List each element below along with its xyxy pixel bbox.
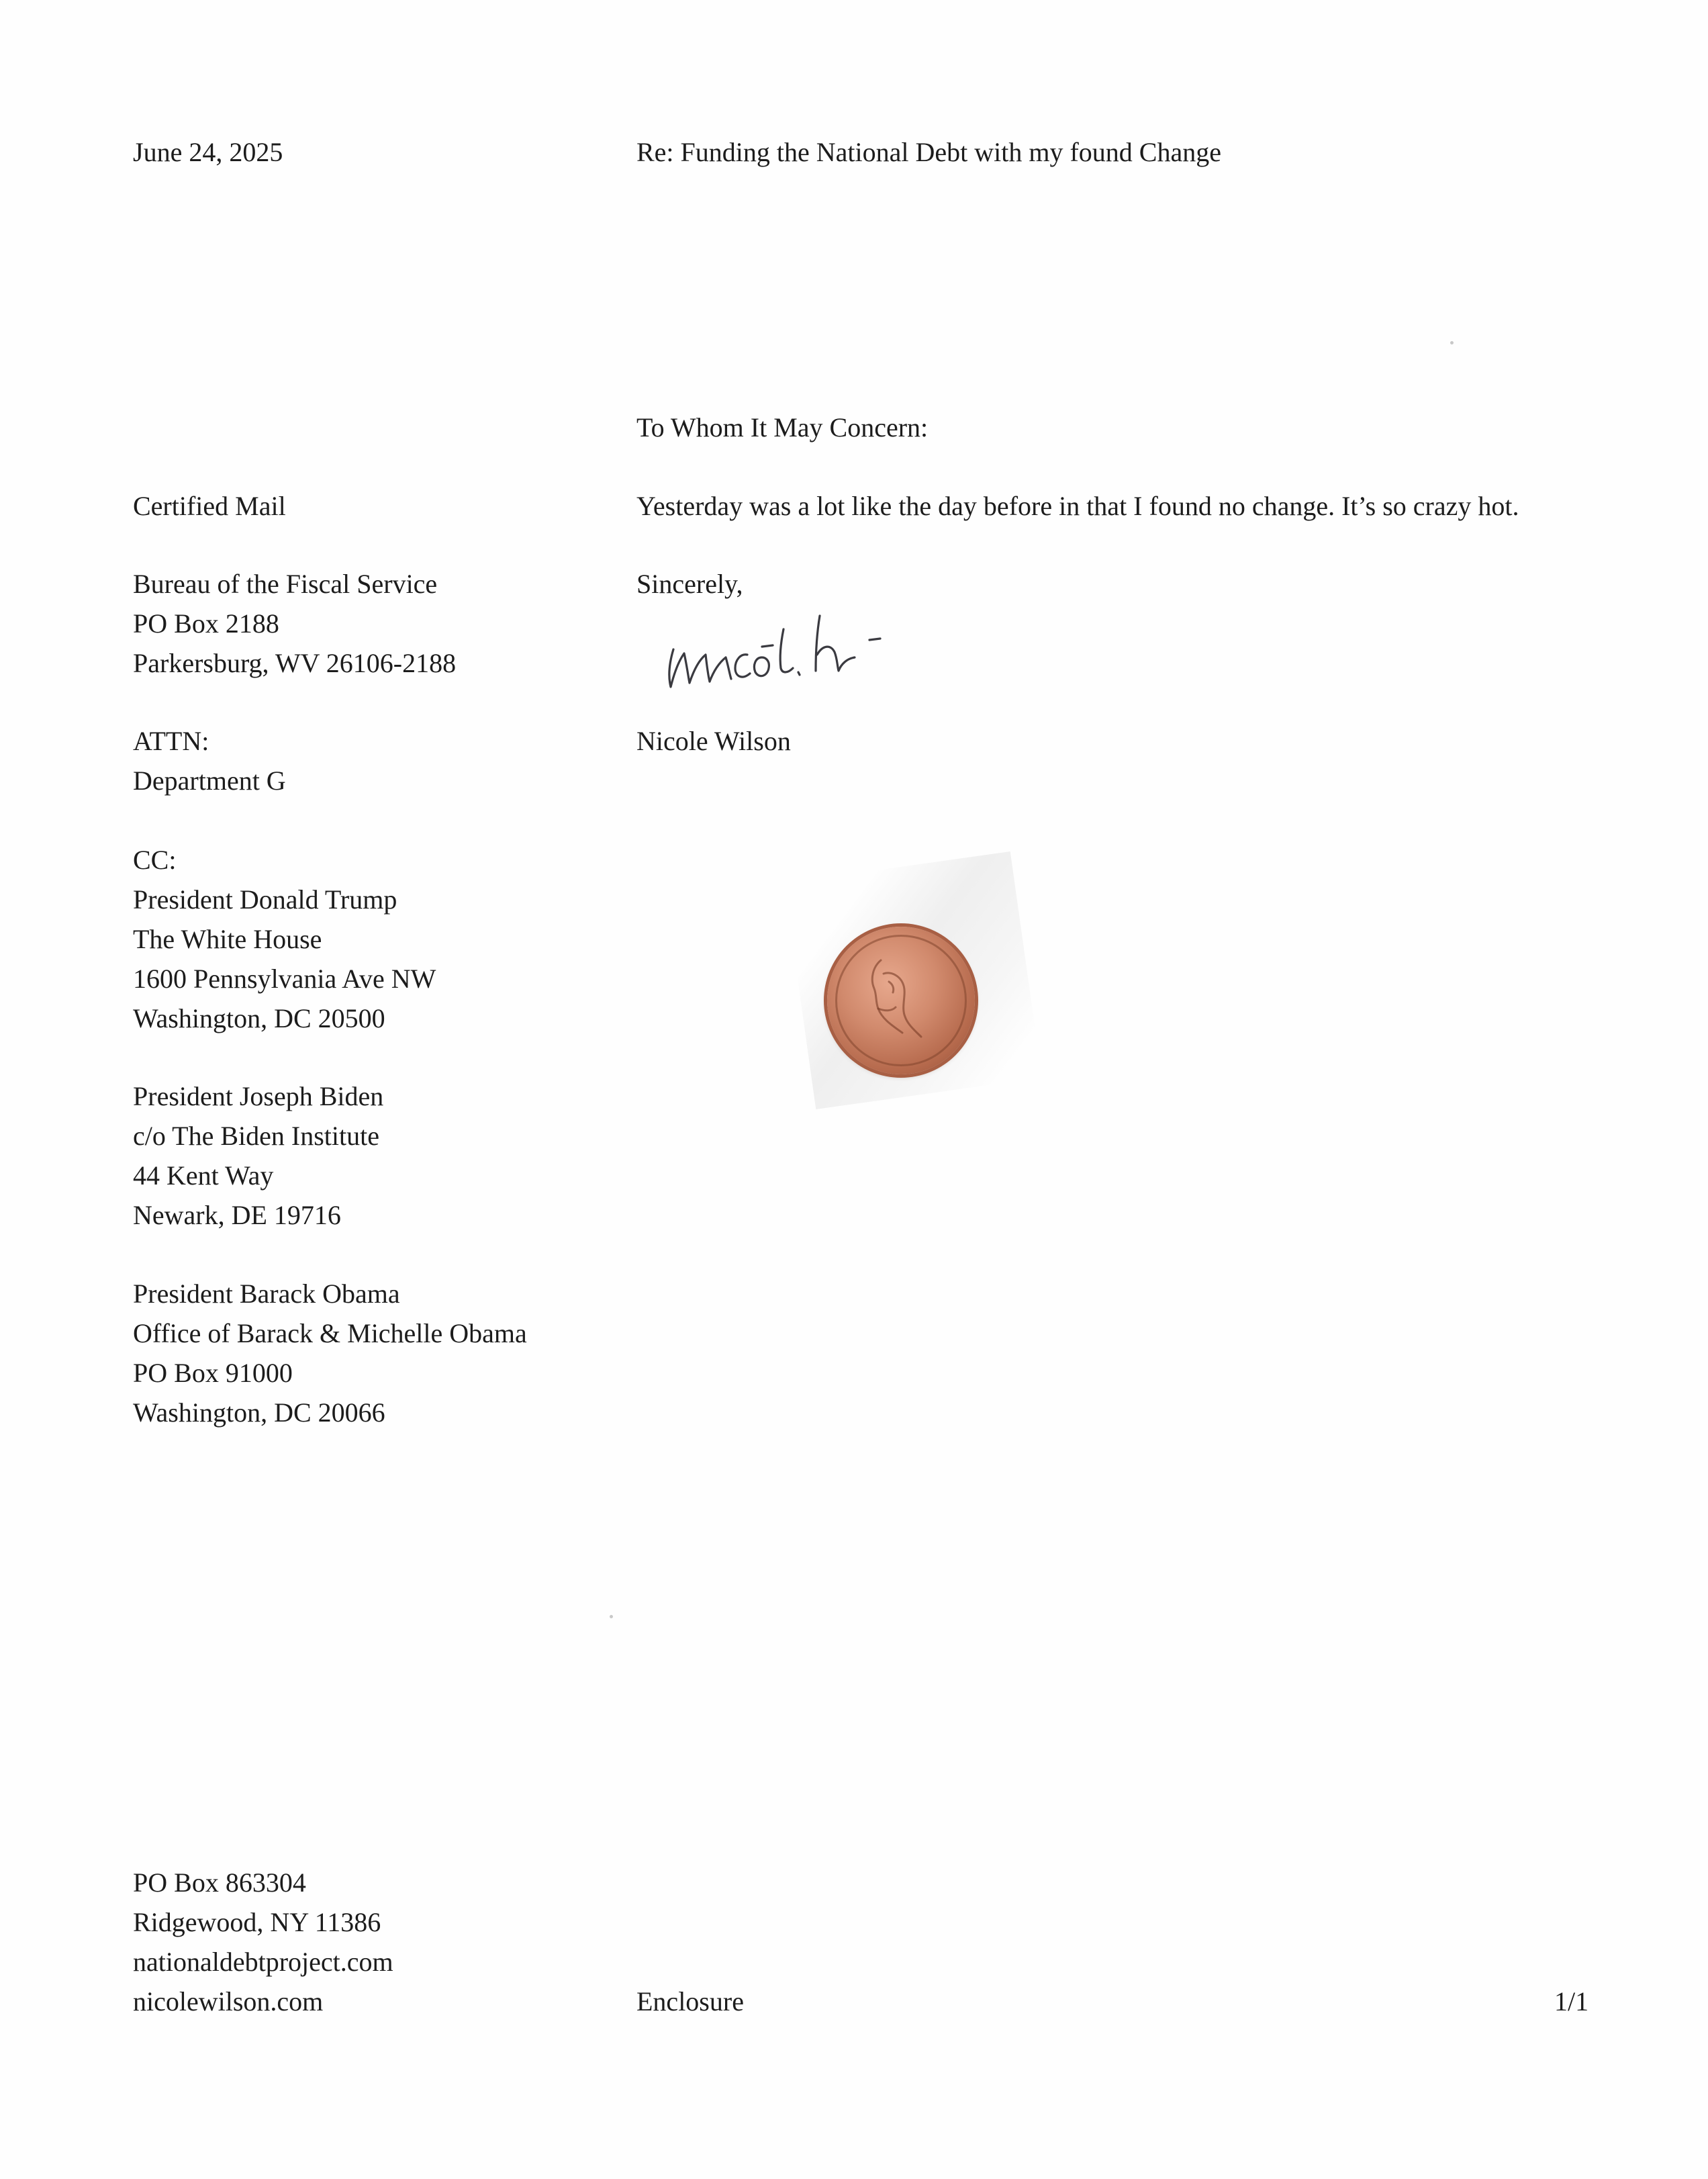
attn-label: ATTN: bbox=[133, 726, 209, 756]
recipient-line: PO Box 2188 bbox=[133, 608, 279, 639]
cc-line: Washington, DC 20066 bbox=[133, 1397, 385, 1428]
cc-line: 44 Kent Way bbox=[133, 1160, 274, 1191]
cc-line: Washington, DC 20500 bbox=[133, 1003, 385, 1033]
scan-speck bbox=[610, 1615, 613, 1618]
scan-speck bbox=[1450, 341, 1454, 344]
letter-body: Yesterday was a lot like the day before in that I found no change. It’s so crazy hot. bbox=[636, 491, 1519, 521]
letter-subject: Re: Funding the National Debt with my found Change bbox=[636, 137, 1221, 167]
cc-line: President Joseph Biden bbox=[133, 1081, 384, 1111]
penny-icon bbox=[827, 927, 975, 1074]
cc-address bbox=[133, 1076, 383, 1235]
cc-label: CC: bbox=[133, 845, 177, 875]
sender-address bbox=[133, 1863, 393, 2021]
cc-line: Office of Barack & Michelle Obama bbox=[133, 1318, 527, 1348]
cc-line: Newark, DE 19716 bbox=[133, 1200, 341, 1230]
cc-address bbox=[133, 880, 436, 1038]
letter-date: June 24, 2025 bbox=[133, 137, 283, 167]
signer-name: Nicole Wilson bbox=[636, 726, 791, 756]
cc-line: The White House bbox=[133, 924, 322, 954]
letter-salutation: To Whom It May Concern: bbox=[636, 412, 929, 443]
recipient-address bbox=[133, 564, 456, 683]
sender-line: PO Box 863304 bbox=[133, 1867, 306, 1898]
cc-line: 1600 Pennsylvania Ave NW bbox=[133, 964, 436, 994]
lincoln-profile-icon bbox=[854, 947, 935, 1054]
mailing-method: Certified Mail bbox=[133, 491, 286, 521]
page-number: 1/1 bbox=[1554, 1986, 1589, 2016]
signature bbox=[661, 601, 984, 708]
sender-line: Ridgewood, NY 11386 bbox=[133, 1907, 381, 1937]
cc-line: c/o The Biden Institute bbox=[133, 1121, 379, 1151]
recipient-line: Parkersburg, WV 26106-2188 bbox=[133, 648, 457, 678]
enclosure-label: Enclosure bbox=[636, 1986, 744, 2016]
sender-line: nationaldebtproject.com bbox=[133, 1947, 393, 1977]
attn-block bbox=[133, 721, 286, 800]
cc-line: President Donald Trump bbox=[133, 884, 397, 915]
cc-line: PO Box 91000 bbox=[133, 1358, 293, 1388]
recipient-line: Bureau of the Fiscal Service bbox=[133, 569, 438, 599]
letter-closing: Sincerely, bbox=[636, 569, 743, 599]
enclosed-coin bbox=[772, 860, 1054, 1128]
attn-department: Department G bbox=[133, 766, 286, 796]
sender-line: nicolewilson.com bbox=[133, 1986, 324, 2016]
cc-address bbox=[133, 1274, 527, 1432]
cc-line: President Barack Obama bbox=[133, 1279, 400, 1309]
